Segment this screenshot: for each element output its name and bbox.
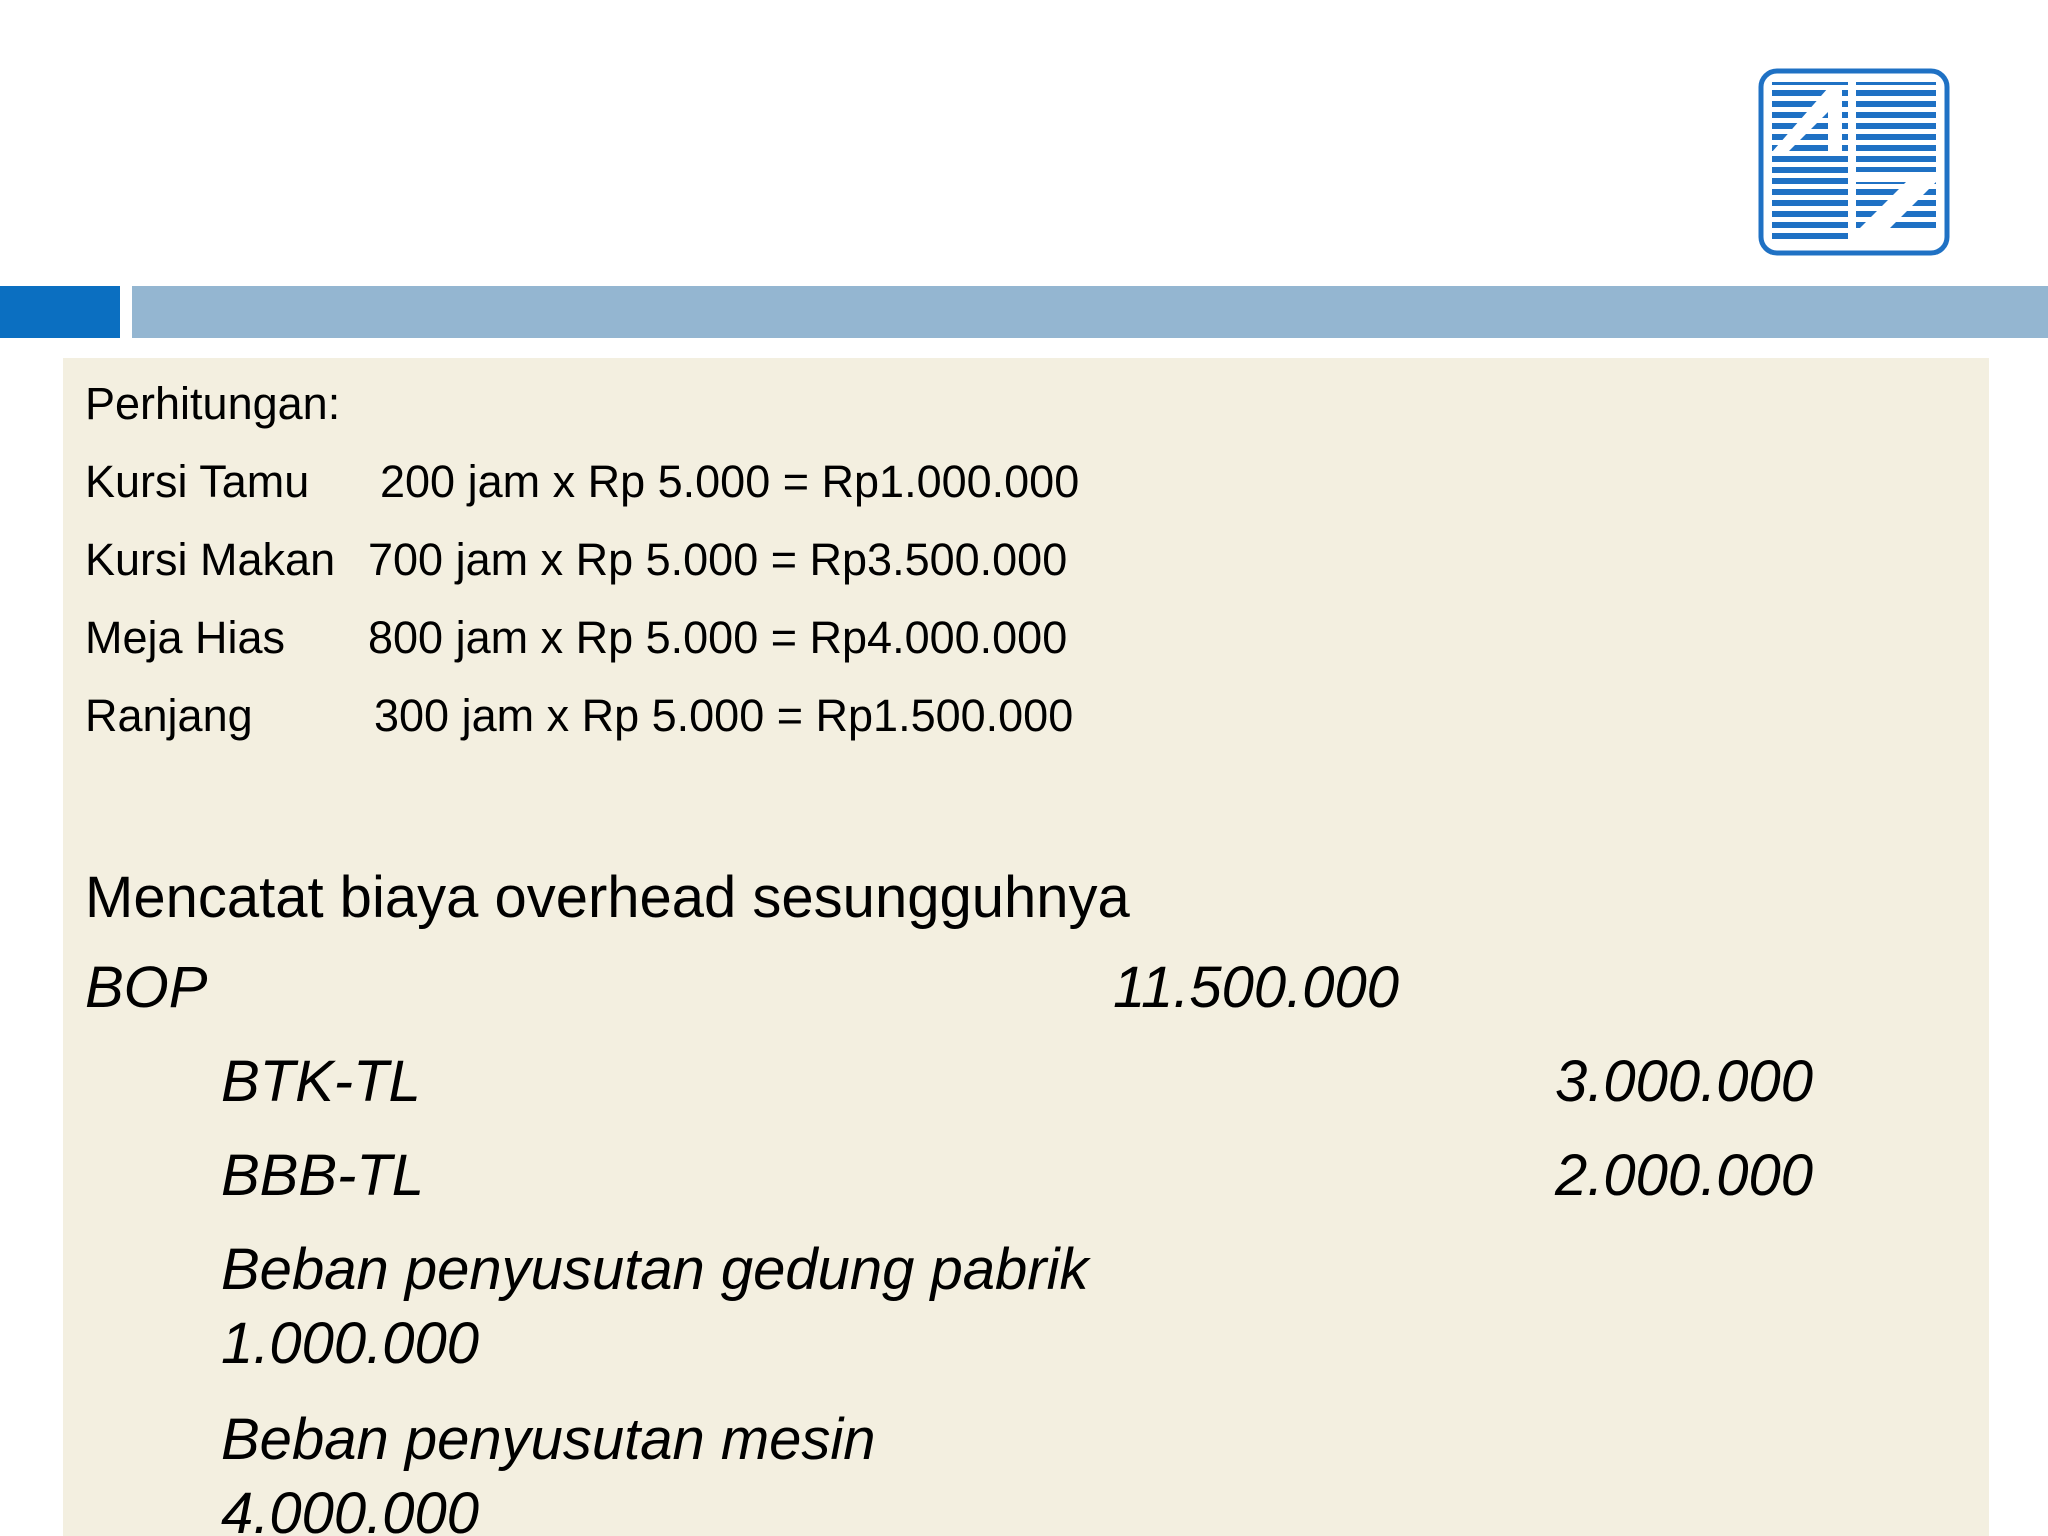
journal-credit-account: Beban penyusutan mesin: [221, 1407, 876, 1472]
4z-stripe-logo-icon: [1758, 68, 1950, 256]
header-accent-bar: [0, 286, 120, 338]
header-divider-bar: [132, 286, 2048, 338]
journal-credit-amount: 1.000.000: [221, 1311, 480, 1376]
slide-content-panel: [63, 358, 1989, 1536]
journal-credit-amount: 3.000.000: [1555, 1049, 1814, 1114]
journal-debit-account: BOP: [85, 955, 208, 1020]
journal-heading: Mencatat biaya overhead sesungguhnya: [85, 865, 1130, 930]
product-name: Kursi Makan: [85, 534, 336, 585]
product-name: Meja Hias: [85, 612, 286, 663]
product-name: Ranjang: [85, 690, 253, 741]
product-formula: 200 jam x Rp 5.000 = Rp1.000.000: [380, 456, 1080, 507]
product-name: Kursi Tamu: [85, 456, 310, 507]
product-formula: 700 jam x Rp 5.000 = Rp3.500.000: [368, 534, 1068, 585]
journal-credit-account: Beban penyusutan gedung pabrik: [221, 1237, 1089, 1302]
journal-credit-account: BTK-TL: [221, 1049, 421, 1114]
journal-credit-account: BBB-TL: [221, 1143, 425, 1208]
journal-credit-amount: 2.000.000: [1555, 1143, 1814, 1208]
journal-debit-amount: 11.500.000: [1113, 955, 1399, 1020]
calculation-title: Perhitungan:: [85, 378, 341, 429]
product-formula: 300 jam x Rp 5.000 = Rp1.500.000: [374, 690, 1074, 741]
journal-credit-amount: 4.000.000: [221, 1481, 480, 1536]
product-formula: 800 jam x Rp 5.000 = Rp4.000.000: [368, 612, 1068, 663]
